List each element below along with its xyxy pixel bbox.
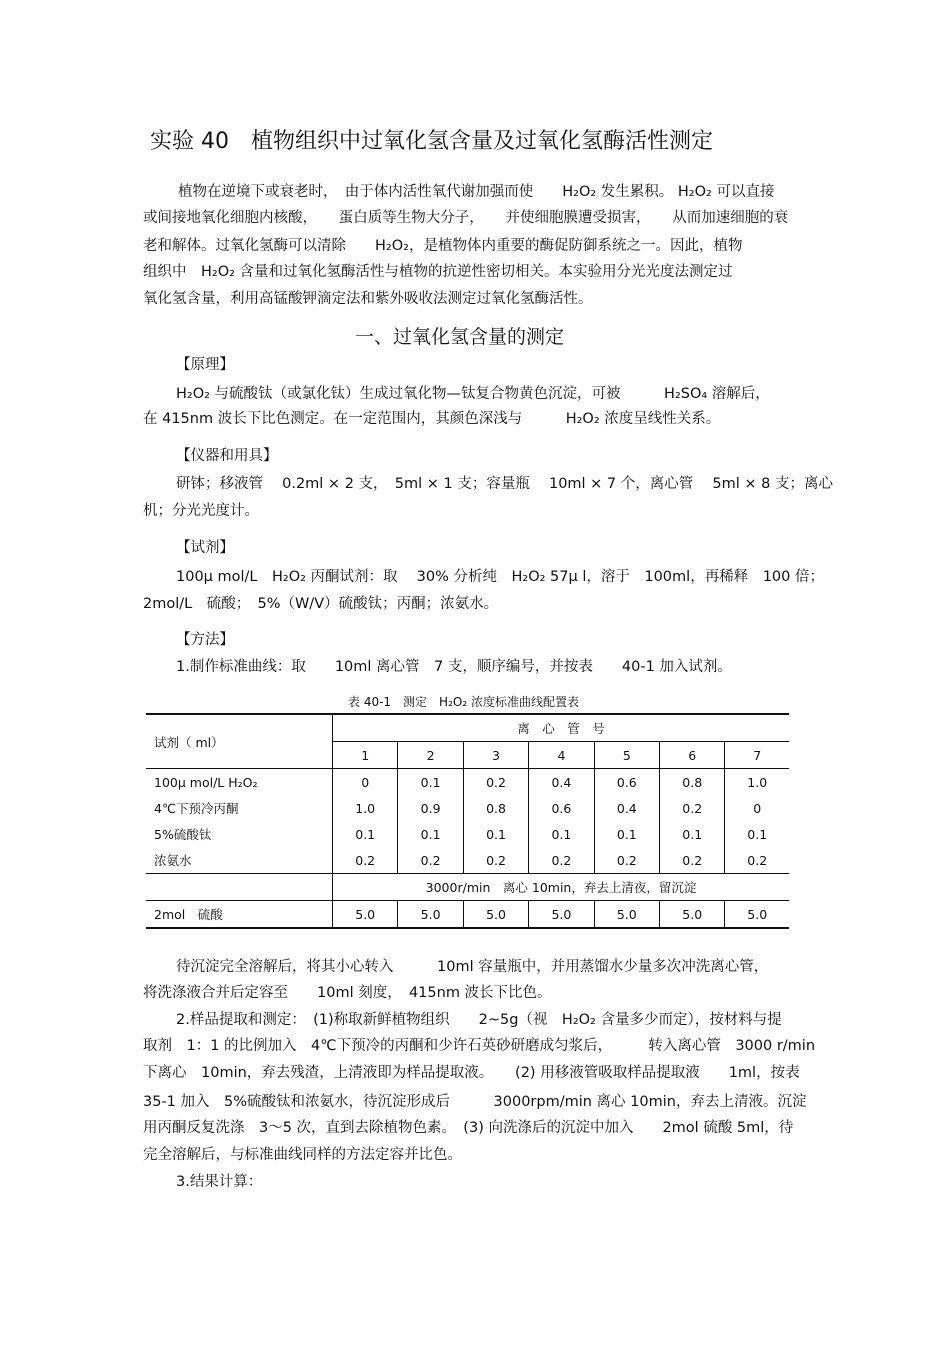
cell: 5.0 [333, 901, 398, 929]
step2-line: 完全溶解后，与标准曲线同样的方法定容并比色。 [143, 1147, 462, 1163]
cell: 0.1 [594, 821, 659, 847]
table-row [146, 769, 789, 796]
cell: 5.0 [529, 901, 594, 929]
table-row [146, 821, 789, 847]
cell: 0.6 [594, 769, 659, 796]
principle-heading: 【原理】 [176, 357, 234, 373]
step2-line: 35-1 加入 5%硫酸钛和浓氨水，待沉淀形成后 3000rpm/min 离心 10min，弃去上清液。沉淀 [143, 1094, 807, 1110]
cell: 5.0 [398, 901, 463, 929]
method-heading: 【方法】 [176, 632, 234, 648]
step2-line: 用丙酮反复洗涤 3～5 次，直到去除植物色素。 (3) 向洗涤后的沉淀中加入 2mol 硫酸 5ml，待 [143, 1120, 794, 1136]
cell: 0.2 [398, 847, 463, 874]
cell: 0.4 [594, 795, 659, 821]
after-table-line: 待沉淀完全溶解后，将其小心转入 10ml 容量瓶中，并用蒸馏水少量多次冲洗离心管， [176, 959, 769, 975]
principle-line: H₂O₂ 与硫酸钛（或氯化钛）生成过氧化物—钛复合物黄色沉淀，可被 H₂SO₄ 溶解后， [176, 386, 770, 402]
page-title: 实验 40 植物组织中过氧化氢含量及过氧化氢酶活性测定 [150, 129, 713, 154]
reagents-heading: 【试剂】 [176, 540, 234, 556]
instruments-heading: 【仪器和用具】 [176, 448, 278, 464]
table-row [146, 795, 789, 821]
section-heading: 一、过氧化氢含量的测定 [355, 326, 565, 348]
cell: 0.1 [725, 821, 789, 847]
reagents-line: 2mol/L 硫酸； 5%（W/V）硫酸钛；丙酮；浓氨水。 [143, 596, 499, 612]
step2-line: 2.样品提取和测定： (1)称取新鲜植物组织 2~5g（视 H₂O₂ 含量多少而定），按材料与提 [176, 1012, 782, 1028]
cell: 0 [333, 769, 398, 796]
standard-curve-table [146, 713, 789, 929]
cell: 0.1 [333, 821, 398, 847]
cell: 0.2 [529, 847, 594, 874]
cell: 0 [725, 795, 789, 821]
cell: 0.2 [725, 847, 789, 874]
instruments-line: 机；分光光度计。 [143, 503, 259, 519]
cell: 0.1 [660, 821, 725, 847]
tube-number: 5 [594, 742, 659, 769]
cell: 0.1 [398, 769, 463, 796]
cell: 0.2 [333, 847, 398, 874]
row-label: 100μ mol/L H₂O₂ [154, 774, 258, 790]
row-label: 5%硫酸钛 [154, 827, 212, 842]
step2-line: 取剂 1：1 的比例加入 4℃下预冷的丙酮和少许石英砂研磨成匀浆后， 转入离心管 3000 r/min [143, 1038, 816, 1054]
table-row [146, 874, 789, 901]
cell: 0.8 [660, 769, 725, 796]
cell: 5.0 [594, 901, 659, 929]
table-row [146, 847, 789, 874]
tube-number: 3 [463, 742, 528, 769]
method-step1: 1.制作标准曲线：取 10ml 离心管 7 支，顺序编号，并按表 40-1 加入试剂。 [176, 659, 732, 675]
intro-line: 氧化氢含量，利用高锰酸钾滴定法和紫外吸收法测定过氧化氢酶活性。 [143, 291, 593, 307]
tube-number: 2 [398, 742, 463, 769]
reagents-line: 100μ mol/L H₂O₂ 丙酮试剂：取 30% 分析纯 H₂O₂ 57μ l，溶于 100ml，再稀释 100 倍； [176, 569, 824, 585]
intro-line: 或间接地氧化细胞内核酸， 蛋白质等生物大分子， 并使细胞膜遭受损害， 从而加速细胞的衰 [143, 210, 789, 226]
row-label: 2mol 硫酸 [146, 901, 333, 929]
cell: 1.0 [725, 769, 789, 796]
step3-heading: 3.结果计算： [176, 1174, 263, 1190]
cell: 0.4 [529, 769, 594, 796]
tube-number: 7 [725, 742, 789, 769]
tube-number: 6 [660, 742, 725, 769]
intro-line: 植物在逆境下或衰老时， 由于体内活性氧代谢加强而使 H₂O₂ 发生累积。 H₂O₂ 可以直接 [178, 184, 775, 200]
step2-line: 下离心 10min，弃去残渣，上清液即为样品提取液。 (2) 用移液管吸取样品提取液 1ml，按表 [143, 1065, 800, 1081]
cell: 0.9 [398, 795, 463, 821]
cell: 0.6 [529, 795, 594, 821]
intro-line: 组织中 H₂O₂ 含量和过氧化氢酶活性与植物的抗逆性密切相关。本实验用分光光度法测定过 [143, 264, 733, 280]
after-table-line: 将洗涤液合并后定容至 10ml 刻度， 415nm 波长下比色。 [143, 985, 552, 1001]
centrifuge-note: 3000r/min 离心 10min，弃去上清夜，留沉淀 [333, 874, 790, 901]
tube-number: 4 [529, 742, 594, 769]
cell: 0.1 [529, 821, 594, 847]
tube-number: 1 [333, 742, 398, 769]
cell: 0.2 [594, 847, 659, 874]
row-label [146, 874, 333, 901]
table-caption: 表 40-1 测定 H₂O₂ 浓度标准曲线配置表 [348, 695, 579, 709]
intro-line: 老和解体。过氧化氢酶可以清除 H₂O₂，是植物体内重要的酶促防御系统之一。因此，植物 [143, 238, 743, 254]
row-label: 浓氨水 [146, 847, 333, 874]
cell: 0.2 [463, 769, 528, 796]
cell: 1.0 [333, 795, 398, 821]
cell: 0.1 [398, 821, 463, 847]
cell: 0.2 [660, 795, 725, 821]
cell: 5.0 [660, 901, 725, 929]
table-corner: 试剂（ ml） [146, 714, 333, 769]
row-label: 4℃下预冷丙酮 [154, 801, 239, 816]
cell: 0.1 [463, 821, 528, 847]
cell: 5.0 [725, 901, 789, 929]
cell: 0.8 [463, 795, 528, 821]
cell: 0.2 [660, 847, 725, 874]
cell: 5.0 [463, 901, 528, 929]
table-row [146, 901, 789, 929]
tube-group-header: 离 心 管 号 [333, 714, 790, 742]
principle-line: 在 415nm 波长下比色测定。在一定范围内，其颜色深浅与 H₂O₂ 浓度呈线性关系。 [143, 411, 721, 427]
instruments-line: 研钵；移液管 0.2ml × 2 支， 5ml × 1 支；容量瓶 10ml × 7 个，离心管 5ml × 8 支；离心 [176, 476, 833, 492]
cell: 0.2 [463, 847, 528, 874]
